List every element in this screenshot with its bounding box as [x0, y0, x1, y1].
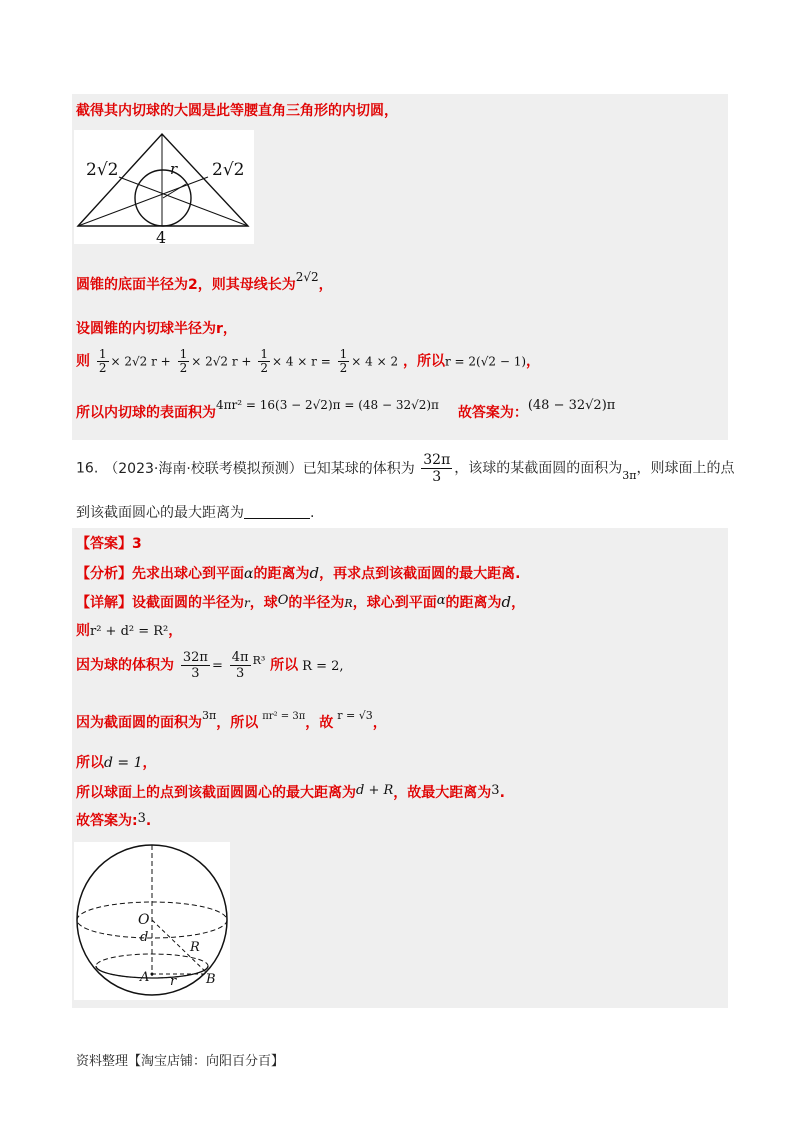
- question-16-line2: 到该截面圆心的最大距离为 .: [76, 505, 315, 521]
- equation-line-1: 则r² + d² = R²，: [76, 623, 183, 639]
- triangle-diagram: [74, 130, 254, 244]
- sphere-figure: [74, 842, 230, 1000]
- text-line-equation: 则 $\frac{1}{2}$ × 2√2 r + $\frac{1}{2}$ × 2√2 r + $\frac{1}{2}$ × 4 × r = $\frac{1}{2}$ × 4 × 2 ，所以r = 2(√2 − 1)，: [76, 347, 541, 375]
- sphere-label-r: r: [170, 974, 177, 989]
- final-answer-line: 故答案为:3.: [76, 811, 152, 829]
- max-distance-line: 所以球面上的点到该截面圆圆心的最大距离为d + R，故最大距离为3.: [76, 783, 505, 801]
- detail-line: 【详解】设截面圆的半径为r，球O的半径为R，球心到平面α的距离为d，: [76, 593, 526, 611]
- answer-blank: [244, 504, 310, 519]
- sphere-label-B: B: [206, 972, 216, 987]
- text-line-surface-area: 所以内切球的表面积为4πr² = 16(3 − 2√2)π = (48 − 32√2)π 故答案为：(48 − 32√2)π: [76, 398, 616, 421]
- question-16-line1: 16. （2023·海南·校联考模拟预测）已知某球的体积为 $\frac{32\pi}{3}$ ，该球的某截面圆的面积为$_{3\pi}$，则球面上的点: [76, 452, 735, 485]
- sphere-label-d: d: [140, 930, 149, 945]
- triangle-label-bottom: 4: [156, 228, 167, 247]
- triangle-label-left: 2√2: [86, 160, 119, 180]
- triangle-label-right: 2√2: [212, 160, 245, 180]
- distance-d-line: 所以d = 1，: [76, 755, 157, 771]
- triangle-figure: [74, 130, 254, 247]
- volume-line: 因为球的体积为 $\frac{32\pi}{3}$ = $\frac{4\pi}{3}$ $^{R^3}$ 所以 R = 2,: [76, 650, 344, 681]
- text-line-incircle: 截得其内切球的大圆是此等腰直角三角形的内切圆，: [76, 103, 398, 119]
- sphere-label-O: O: [138, 912, 150, 928]
- text-line-slant: 圆锥的底面半径为2，则其母线长为2√2，: [76, 270, 333, 293]
- triangle-label-r: r: [170, 160, 178, 178]
- sphere-label-R: R: [190, 940, 200, 955]
- sphere-label-A: A: [140, 970, 150, 985]
- analysis-line: 【分析】先求出球心到平面α的距离为d，再求点到该截面圆的最大距离.: [76, 564, 521, 582]
- answer-line: 【答案】3: [76, 536, 142, 552]
- footer-text: 资料整理【淘宝店铺：向阳百分百】: [76, 1054, 285, 1069]
- area-line: 因为截面圆的面积为$^{3\pi}$，所以 $^{\pi r^2 = 3\pi}$，故 $^{r = √3}$，: [76, 709, 387, 731]
- text-line-radius: 设圆锥的内切球半径为r，: [76, 321, 237, 337]
